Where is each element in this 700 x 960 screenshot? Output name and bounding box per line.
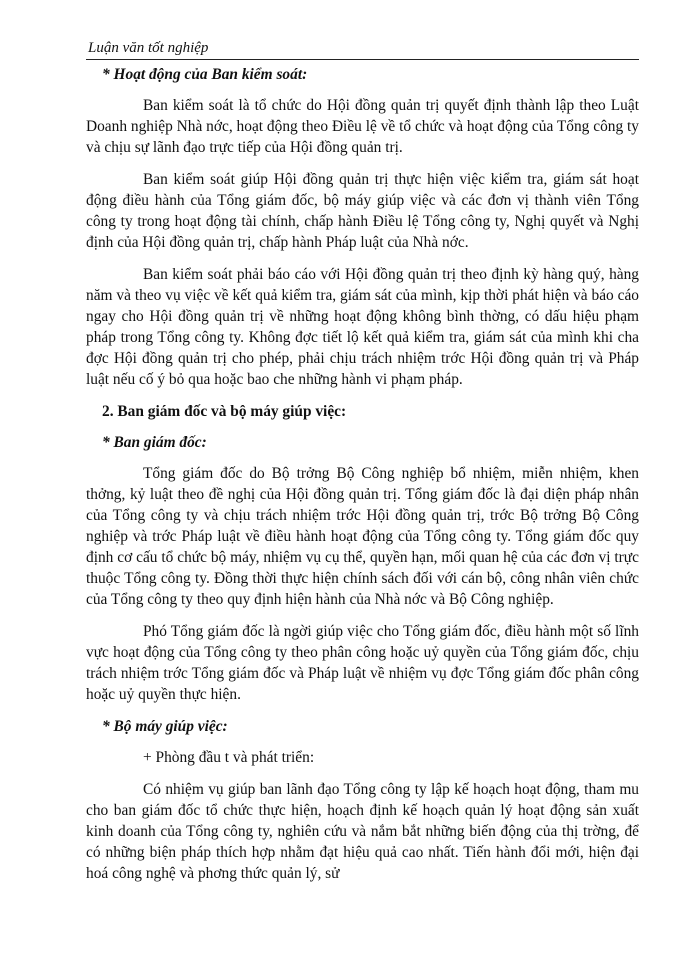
- document-body: [86, 64, 639, 895]
- audit-paragraph-1: Ban kiểm soát là tổ chức do Hội đồng quản trị quyết định thành lập theo Luật Doanh nghiệp Nhà nớc, hoạt động theo Điều lệ về tổ chức và hoạt động của Tổng công ty và chịu sự lãnh đạo trực tiếp của Hội đồng quản trị.: [86, 97, 639, 156]
- investment-paragraph-1: Có nhiệm vụ giúp ban lãnh đạo Tổng công ty lập kế hoạch hoạt động, tham mu cho ban giám đốc tổ chức thực hiện, hoạch định kế hoạch quản lý hoạt động sản xuất kinh doanh của Tổng công ty, nghiên cứu và nắm bắt những biến động của thị trờng, để có những biện pháp thích hợp nhằm đạt hiệu quả cao nhất. Tiến hành đổi mới, hiện đại hoá công nghệ và phơng thức quản lý, sử: [86, 781, 639, 882]
- section-2-heading: 2. Ban giám đốc và bộ máy giúp việc:: [102, 403, 347, 420]
- audit-paragraph-3: Ban kiểm soát phải báo cáo với Hội đồng quản trị theo định kỳ hàng quý, hàng năm và theo vụ việc về kết quả kiểm tra, giám sát của mình, kịp thời phát hiện và báo cáo ngay cho Hội đồng quản trị về những hoạt động không bình thờng, có dấu hiệu phạm pháp trong Tổng công ty. Không đợc tiết lộ kết quả kiểm tra, giám sát của mình khi cha đợc Hội đồng quản trị cho phép, phải chịu trách nhiệm trớc Hội đồng quản trị và Pháp luật nếu cố ý bỏ qua hoặc bao che những hành vi phạm pháp.: [86, 266, 639, 388]
- director-heading: * Ban giám đốc:: [102, 434, 207, 451]
- investment-department-item: + Phòng đầu t và phát triển:: [143, 749, 315, 766]
- director-paragraph-1: Tổng giám đốc do Bộ trởng Bộ Công nghiệp bổ nhiệm, miễn nhiệm, khen thởng, kỷ luật theo đề nghị của Hội đồng quản trị. Tổng giám đốc là đại diện pháp nhân của Tổng công ty và chịu trách nhiệm trớc Hội đồng quản trị, trớc Bộ trởng Bộ Công nghiệp và trớc Pháp luật về điều hành hoạt động của Tổng công ty. Tổng giám đốc quy định cơ cấu tổ chức bộ máy, nhiệm vụ cụ thể, quyền hạn, mối quan hệ của các đơn vị trực thuộc Tổng công ty. Đồng thời thực hiện chính sách đối với cán bộ, công nhân viên chức của Tổng công ty theo quy định hiện hành của Nhà nớc và Bộ Công nghiệp.: [86, 465, 639, 608]
- header-title: Luận văn tốt nghiệp: [88, 40, 209, 56]
- page-header: [86, 38, 639, 60]
- audit-paragraph-2: Ban kiểm soát giúp Hội đồng quản trị thực hiện việc kiểm tra, giám sát hoạt động điều hành của Tổng giám đốc, bộ máy giúp việc và các đơn vị thành viên Tổng công ty trong hoạt động tài chính, chấp hành Điều lệ Tổng công ty, Nghị quyết và Nghị định của Hội đồng quản trị, chấp hành Pháp luật của Nhà nớc.: [86, 171, 639, 251]
- apparatus-heading: * Bộ máy giúp việc:: [102, 718, 228, 735]
- header-rule: [86, 59, 639, 60]
- director-paragraph-2: Phó Tổng giám đốc là ngời giúp việc cho Tổng giám đốc, điều hành một số lĩnh vực hoạt động của Tổng công ty theo phân công hoặc uỷ quyền của Tổng giám đốc, chịu trách nhiệm trớc Tổng giám đốc và Pháp luật về nhiệm vụ đợc Tổng giám đốc phân công hoặc uỷ quyền thực hiện.: [86, 623, 639, 703]
- audit-heading: * Hoạt động của Ban kiểm soát:: [102, 66, 308, 83]
